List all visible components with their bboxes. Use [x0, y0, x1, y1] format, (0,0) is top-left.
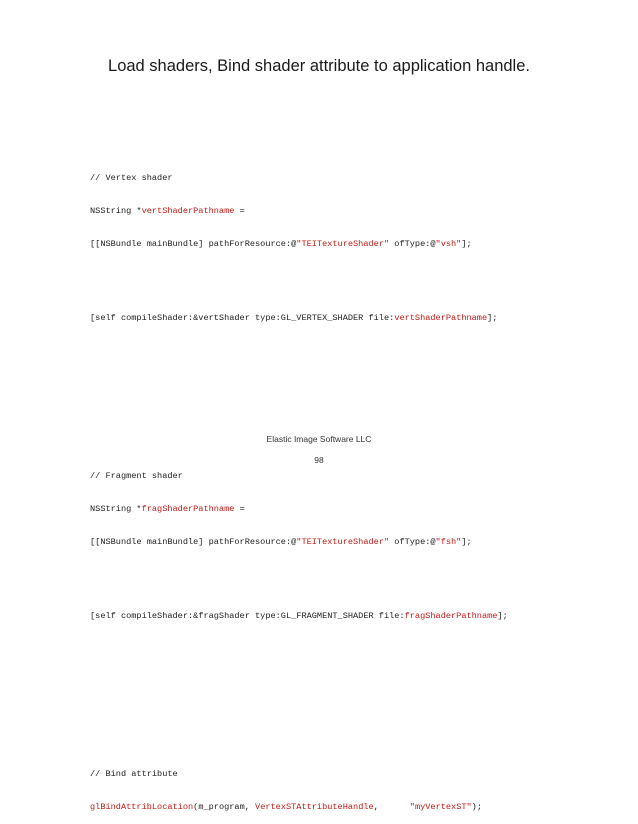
code-text: ofType:@ — [389, 239, 436, 249]
code-string: "TEITextureShader" — [296, 239, 390, 249]
code-identifier: VertexSTAttributeHandle — [255, 802, 374, 812]
code-string: "fsh" — [435, 537, 462, 547]
code-line-vertex-comment — [90, 173, 630, 184]
code-line-fragment-declaration — [90, 504, 630, 515]
code-line-vertex-declaration — [90, 206, 630, 217]
code-text: [self compileShader:&vertShader type:GL_VERTEX_SHADER file: — [90, 313, 395, 323]
code-text: ]; — [461, 239, 472, 249]
code-text: [self compileShader:&fragShader type:GL_FRAGMENT_SHADER file: — [90, 611, 405, 621]
code-text: ofType:@ — [389, 537, 436, 547]
code-line-fragment-path — [90, 537, 630, 548]
code-text: NSString * — [90, 206, 142, 216]
code-block — [90, 140, 630, 824]
code-text: , — [373, 802, 410, 812]
code-identifier: fragShaderPathname — [404, 611, 498, 621]
code-text: [[NSBundle mainBundle] pathForResource:@ — [90, 537, 297, 547]
code-function: glBindAttribLocation — [90, 802, 194, 812]
code-line-fragment-comment — [90, 471, 630, 482]
code-comment: // Vertex shader — [90, 173, 173, 183]
code-identifier: vertShaderPathname — [394, 313, 488, 323]
code-identifier: fragShaderPathname — [141, 504, 235, 514]
footer-company: Elastic Image Software LLC — [266, 434, 372, 444]
code-line-bind-call — [90, 802, 630, 813]
code-line-fragment-compile — [90, 611, 630, 622]
code-identifier: vertShaderPathname — [141, 206, 235, 216]
code-string: "myVertexST" — [409, 802, 472, 812]
code-text: ); — [471, 802, 482, 812]
code-comment: // Fragment shader — [90, 471, 183, 481]
page-number: 98 — [314, 455, 324, 465]
code-text: (m_program, — [193, 802, 256, 812]
code-string: "TEITextureShader" — [296, 537, 390, 547]
slide-title: Load shaders, Bind shader attribute to application handle. — [108, 57, 530, 75]
code-text: = — [234, 206, 245, 216]
code-string: "vsh" — [435, 239, 462, 249]
code-text: ]; — [487, 313, 498, 323]
code-line-vertex-path — [90, 239, 630, 250]
code-text: [[NSBundle mainBundle] pathForResource:@ — [90, 239, 297, 249]
code-text: ]; — [461, 537, 472, 547]
code-line-bind-comment — [90, 769, 630, 780]
code-text: NSString * — [90, 504, 142, 514]
code-text: ]; — [497, 611, 508, 621]
code-comment: // Bind attribute — [90, 769, 178, 779]
code-line-vertex-compile — [90, 313, 630, 324]
code-text: = — [234, 504, 245, 514]
